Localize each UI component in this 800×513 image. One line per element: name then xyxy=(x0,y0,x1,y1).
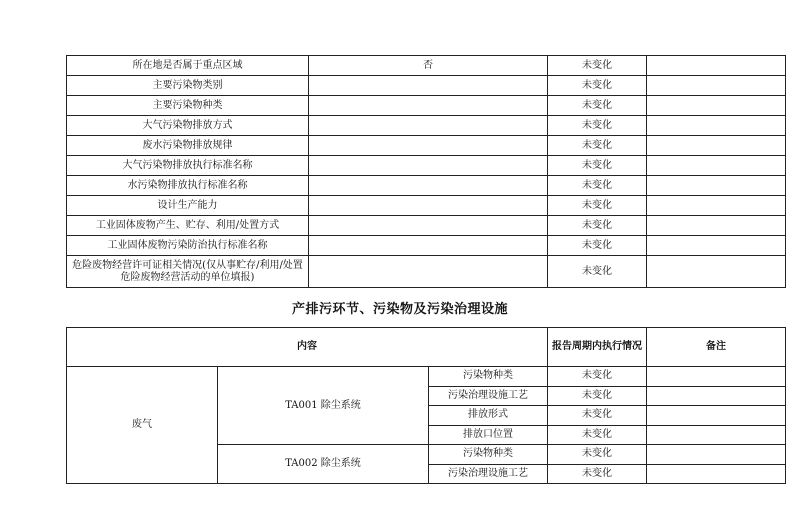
item-note xyxy=(647,425,786,445)
table-row xyxy=(67,367,786,387)
basic-info-table xyxy=(66,55,786,288)
item-status: 未变化 xyxy=(548,367,647,387)
item-note xyxy=(647,367,786,387)
item-status: 未变化 xyxy=(548,464,647,484)
row-status: 未变化 xyxy=(548,116,647,136)
row-note xyxy=(647,256,786,288)
row-status: 未变化 xyxy=(548,236,647,256)
row-value xyxy=(309,76,548,96)
row-note xyxy=(647,56,786,76)
row-status: 未变化 xyxy=(548,176,647,196)
table-row xyxy=(67,76,786,96)
row-value xyxy=(309,176,548,196)
row-label: 大气污染物排放执行标准名称 xyxy=(67,156,309,176)
row-status: 未变化 xyxy=(548,216,647,236)
row-note xyxy=(647,196,786,216)
row-value xyxy=(309,96,548,116)
row-label-line: 危险废物经营活动的单位填报) xyxy=(120,271,255,283)
item-label: 污染物种类 xyxy=(429,445,548,465)
item-note xyxy=(647,386,786,406)
row-label-line: 危险废物经营许可证相关情况(仅从事贮存/利用/处置 xyxy=(72,259,303,271)
row-label: 工业固体废物污染防治执行标准名称 xyxy=(67,236,309,256)
table-row xyxy=(67,96,786,116)
row-status: 未变化 xyxy=(548,136,647,156)
table-row xyxy=(67,136,786,156)
row-note xyxy=(647,236,786,256)
row-status: 未变化 xyxy=(548,76,647,96)
item-label: 排放口位置 xyxy=(429,425,548,445)
table-row xyxy=(67,236,786,256)
table-row xyxy=(67,116,786,136)
row-note xyxy=(647,136,786,156)
row-label: 工业固体废物产生、贮存、利用/处置方式 xyxy=(67,216,309,236)
table-row xyxy=(67,176,786,196)
row-label: 设计生产能力 xyxy=(67,196,309,216)
header-content: 内容 xyxy=(67,328,548,367)
item-label: 污染治理设施工艺 xyxy=(429,386,548,406)
row-value: 否 xyxy=(309,56,548,76)
row-note xyxy=(647,156,786,176)
row-note xyxy=(647,176,786,196)
item-note xyxy=(647,406,786,426)
item-label: 污染治理设施工艺 xyxy=(429,464,548,484)
row-label: 主要污染物类别 xyxy=(67,76,309,96)
row-status: 未变化 xyxy=(548,96,647,116)
row-label: 主要污染物种类 xyxy=(67,96,309,116)
category-cell: 废气 xyxy=(67,367,218,484)
item-status: 未变化 xyxy=(548,406,647,426)
row-note xyxy=(647,96,786,116)
row-value xyxy=(309,256,548,288)
table-row xyxy=(67,216,786,236)
row-value xyxy=(309,116,548,136)
row-status: 未变化 xyxy=(548,156,647,176)
row-value xyxy=(309,156,548,176)
item-note xyxy=(647,445,786,465)
item-label: 污染物种类 xyxy=(429,367,548,387)
row-label: 所在地是否属于重点区域 xyxy=(67,56,309,76)
row-value xyxy=(309,216,548,236)
header-remark: 备注 xyxy=(647,328,786,367)
table-header-row xyxy=(67,328,786,367)
item-note xyxy=(647,464,786,484)
row-label xyxy=(67,256,309,288)
row-note xyxy=(647,216,786,236)
row-status: 未变化 xyxy=(548,56,647,76)
table-row xyxy=(67,156,786,176)
row-value xyxy=(309,196,548,216)
section-title: 产排污环节、污染物及污染治理设施 xyxy=(291,302,508,317)
item-status: 未变化 xyxy=(548,386,647,406)
row-label: 废水污染物排放规律 xyxy=(67,136,309,156)
row-status: 未变化 xyxy=(548,256,647,288)
item-status: 未变化 xyxy=(548,425,647,445)
row-note xyxy=(647,76,786,96)
system-name: TA002 除尘系统 xyxy=(218,445,429,484)
row-label: 水污染物排放执行标准名称 xyxy=(67,176,309,196)
system-name: TA001 除尘系统 xyxy=(218,367,429,445)
item-status: 未变化 xyxy=(548,445,647,465)
table-row xyxy=(67,56,786,76)
facilities-table xyxy=(66,327,786,484)
row-label: 大气污染物排放方式 xyxy=(67,116,309,136)
row-status: 未变化 xyxy=(548,196,647,216)
table-row xyxy=(67,196,786,216)
header-execution: 报告周期内执行情况 xyxy=(548,328,647,367)
row-value xyxy=(309,236,548,256)
table-row xyxy=(67,256,786,288)
row-note xyxy=(647,116,786,136)
row-value xyxy=(309,136,548,156)
item-label: 排放形式 xyxy=(429,406,548,426)
